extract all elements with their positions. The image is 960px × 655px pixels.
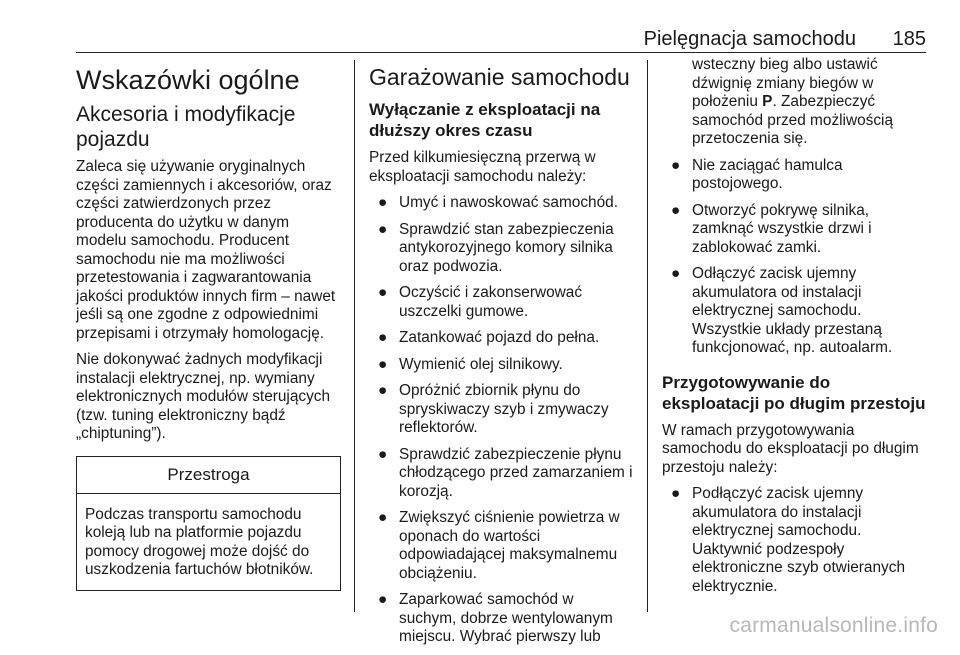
page-number: 185 bbox=[892, 28, 926, 50]
gear-position-p: P bbox=[762, 93, 773, 110]
list-item: ● Sprawdzić stan zabezpieczenia antykorozyjnego komory silnika oraz podwozia. bbox=[378, 220, 614, 275]
bullet-icon: ● bbox=[378, 445, 388, 463]
header-rule bbox=[76, 52, 926, 53]
list-item: ● Nie zaciągać hamulca postojowego. bbox=[671, 156, 843, 192]
paragraph-original-parts: Zaleca się używanie oryginalnych części zamiennych i akcesoriów, oraz części zatwierdzonych przez producenta do użytku w danym modelu samochodu. Producent samochodu nie ma możliwości przetestowania i zagwarantowania jakości produktów innych firm – nawet jeśli są one zgodne z odpowiednimi przepisami i otrzymały homologację. bbox=[76, 158, 336, 342]
list-item: ● Wymienić olej silnikowy. bbox=[378, 355, 563, 373]
bullet-icon: ● bbox=[378, 355, 388, 373]
section-title-general-tips: Wskazówki ogólne bbox=[76, 65, 300, 95]
paragraph-before-break: Przed kilkumiesięczną przerwą w eksploatacji samochodu należy: bbox=[369, 149, 596, 185]
list-item: ● Podłączyć zacisk ujemny akumulatora do instalacji elektrycznej samochodu. Uaktywnić podzespoły elektroniczne szyb otwieranych elektrycznie. bbox=[671, 485, 906, 595]
bullet-icon: ● bbox=[671, 156, 681, 174]
bullet-icon: ● bbox=[378, 194, 388, 211]
list-item: ● Zaparkować samochód w suchym, dobrze wentylowanym miejscu. Wybrać pierwszy lub bbox=[378, 591, 613, 645]
storage-checklist-continued bbox=[662, 56, 932, 358]
continued-text: wsteczny bieg albo ustawić dźwignię zmiany biegów w położeniu bbox=[692, 56, 878, 110]
bullet-icon: ● bbox=[378, 382, 388, 399]
page-header bbox=[76, 28, 926, 50]
section-title-garaging: Garażowanie samochodu bbox=[369, 64, 630, 90]
subsection-title-decommission: Wyłączanie z eksploatacji na dłuższy okres czasu bbox=[369, 100, 601, 140]
list-item: ● Opróżnić zbiornik płynu do spryskiwaczy szyb i zmywaczy reflektorów. bbox=[378, 382, 609, 436]
warning-text: Podczas transportu samochodu koleją lub na platformie pojazdu pomocy drogowej może dojść do uszkodzenia fartuchów błotników. bbox=[85, 505, 314, 578]
warning-title: Przestroga bbox=[77, 457, 340, 494]
paragraph-no-modifications: Nie dokonywać żadnych modyfikacji instalacji elektrycznej, np. wymiany elektronicznych modułów sterujących (tzw. tuning elektroniczny bądź „chiptuning”). bbox=[76, 351, 331, 442]
list-item: ● Oczyścić i zakonserwować uszczelki gumowe. bbox=[378, 284, 583, 320]
list-item: ● Umyć i nawoskować samochód. bbox=[378, 194, 618, 211]
list-item: ● Odłączyć zacisk ujemny akumulatora od instalacji elektrycznej samochodu. Wszystkie układy przestaną funkcjonować, np. autoalarm. bbox=[671, 265, 893, 356]
warning-box bbox=[76, 456, 341, 591]
bullet-icon: ● bbox=[378, 591, 388, 608]
column-3 bbox=[662, 56, 932, 604]
list-item: ● Sprawdzić zabezpieczenie płynu chłodzącego przed zamarzaniem i korozją. bbox=[378, 445, 633, 500]
bullet-icon: ● bbox=[671, 485, 681, 502]
subsection-title-accessories: Akcesoria i modyfikacje pojazdu bbox=[76, 103, 296, 151]
list-item: ● Otworzyć pokrywę silnika, zamknąć wszystkie drzwi i zablokować zamki. bbox=[671, 201, 872, 256]
list-item-continued bbox=[662, 56, 932, 149]
paragraph-recommission-intro: W ramach przygotowywania samochodu do eksploatacji po długim przestoju należy: bbox=[662, 421, 919, 476]
header-title: Pielęgnacja samochodu bbox=[643, 28, 856, 50]
bullet-icon: ● bbox=[378, 509, 388, 526]
list-item: ● Zatankować pojazd do pełna. bbox=[378, 329, 600, 346]
bullet-icon: ● bbox=[378, 329, 388, 346]
list-item: ● Zwiększyć ciśnienie powietrza w oponach do wartości odpowiadającej maksymalnemu obciążeniu. bbox=[378, 509, 620, 582]
column-1 bbox=[76, 56, 341, 591]
column-2 bbox=[369, 56, 634, 655]
bullet-icon: ● bbox=[671, 265, 681, 282]
warning-body bbox=[77, 494, 340, 590]
bullet-icon: ● bbox=[378, 220, 388, 238]
column-divider-1 bbox=[354, 60, 355, 612]
watermark: carmanualsonline.info bbox=[729, 614, 938, 637]
column-divider-2 bbox=[647, 60, 648, 612]
storage-checklist bbox=[369, 194, 634, 647]
recommission-checklist bbox=[662, 485, 932, 596]
bullet-icon: ● bbox=[378, 284, 388, 301]
subsection-title-recommission: Przygotowywanie do eksploatacji po długim przestoju bbox=[662, 372, 926, 413]
continued-text-end: . Zabezpieczyć samochód przed możliwością przetoczenia się. bbox=[692, 93, 894, 147]
bullet-icon: ● bbox=[671, 201, 681, 219]
